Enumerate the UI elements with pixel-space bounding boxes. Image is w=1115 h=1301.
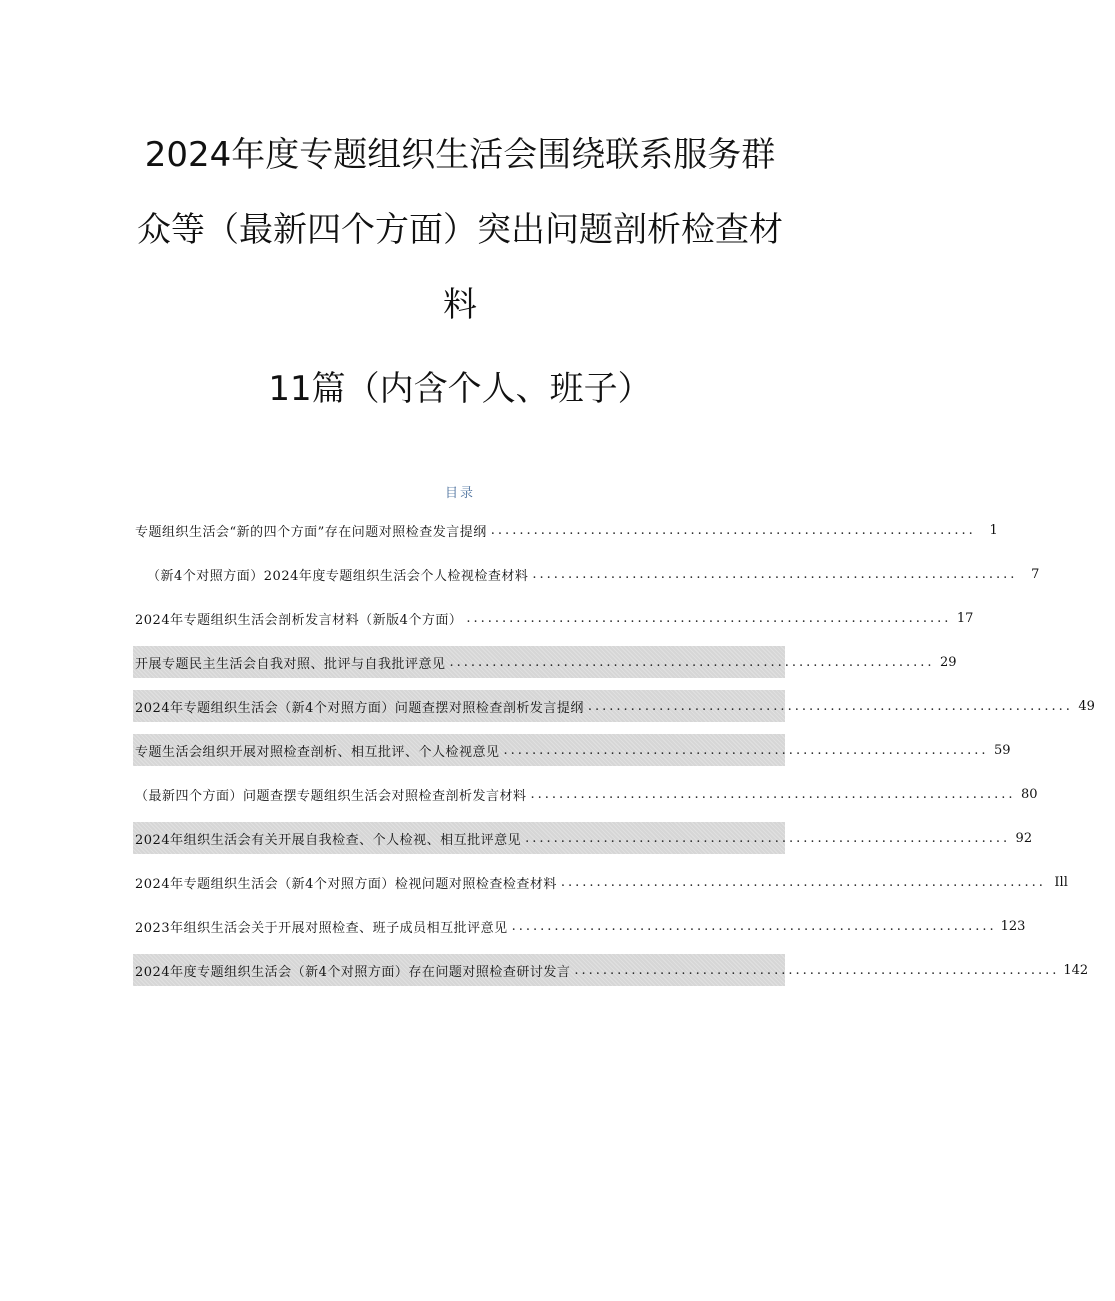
toc-item-page: 80: [1020, 786, 1038, 802]
toc-item-title: 专题生活会组织开展对照检查剖析、相互批评、个人检视意见: [135, 744, 500, 760]
toc-item-page: 1: [989, 522, 998, 538]
toc-leader-dots: ....................................................................: [503, 742, 989, 758]
toc-item-1[interactable]: [133, 514, 998, 546]
toc-leader-dots: ....................................................................: [449, 654, 935, 670]
toc-item-title: 2024年专题组织生活会剖析发言材料（新版4个方面）: [135, 612, 463, 628]
toc-heading: 目录: [444, 486, 475, 501]
toc-leader-dots: ....................................................................: [560, 874, 1046, 890]
toc-item-title: 2024年组织生活会有关开展自我检查、个人检视、相互批评意见: [135, 832, 522, 848]
toc-leader-dots: ....................................................................: [574, 962, 1060, 978]
toc-item-title: 2024年专题组织生活会（新4个对照方面）检视问题对照检查检查材料: [135, 876, 557, 892]
toc-item-11[interactable]: [133, 954, 1089, 986]
toc-item-title: （最新四个方面）问题查摆专题组织生活会对照检查剖析发言材料: [135, 788, 527, 804]
toc-leader-dots: ....................................................................: [525, 830, 1011, 846]
toc-leader-dots: ....................................................................: [532, 566, 1018, 582]
toc-item-page: 142: [1063, 962, 1089, 978]
title-line-2: 众等（最新四个方面）突出问题剖析检查材: [137, 210, 783, 250]
toc-item-7[interactable]: [133, 778, 1038, 810]
toc-item-page: Ill: [1054, 874, 1068, 890]
toc-item-page: 29: [939, 654, 957, 670]
toc-item-4[interactable]: [133, 646, 957, 678]
toc-item-page: 7: [1031, 566, 1040, 582]
toc-leader-dots: ....................................................................: [587, 698, 1073, 714]
toc-item-3[interactable]: [133, 602, 974, 634]
toc-item-10[interactable]: [133, 910, 1026, 942]
toc-item-title: 专题组织生活会“新的四个方面”存在问题对照检查发言提纲: [135, 524, 487, 540]
toc-item-2[interactable]: [133, 558, 1040, 590]
toc-item-page: 17: [956, 610, 974, 626]
toc-leader-dots: ....................................................................: [466, 610, 952, 626]
toc-item-page: 123: [1000, 918, 1026, 934]
toc-item-title: 2023年组织生活会关于开展对照检查、班子成员相互批评意见: [135, 920, 508, 936]
toc-leader-dots: ....................................................................: [511, 918, 997, 934]
toc-item-title: （新4个对照方面）2024年度专题组织生活会个人检视检查材料: [147, 568, 529, 584]
toc-item-page: 92: [1015, 830, 1033, 846]
title-line-1: 2024年度专题组织生活会围绕联系服务群: [144, 135, 776, 175]
table-of-contents: [133, 514, 1095, 998]
toc-item-5[interactable]: [133, 690, 1095, 722]
toc-item-page: 59: [993, 742, 1011, 758]
toc-item-title: 开展专题民主生活会自我对照、批评与自我批评意见: [135, 656, 446, 672]
toc-item-title: 2024年专题组织生活会（新4个对照方面）问题查摆对照检查剖析发言提纲: [135, 700, 584, 716]
toc-item-9[interactable]: [133, 866, 1068, 898]
toc-item-title: 2024年度专题组织生活会（新4个对照方面）存在问题对照检查研讨发言: [135, 964, 571, 980]
toc-item-page: 49: [1078, 698, 1095, 714]
title-line-3: 料: [443, 285, 477, 325]
toc-leader-dots: ....................................................................: [530, 786, 1016, 802]
toc-item-8[interactable]: [133, 822, 1033, 854]
document-subtitle: 11篇（内含个人、班子）: [268, 369, 652, 409]
toc-item-6[interactable]: [133, 734, 1011, 766]
toc-leader-dots: ....................................................................: [490, 522, 976, 538]
document-title: [0, 128, 920, 353]
